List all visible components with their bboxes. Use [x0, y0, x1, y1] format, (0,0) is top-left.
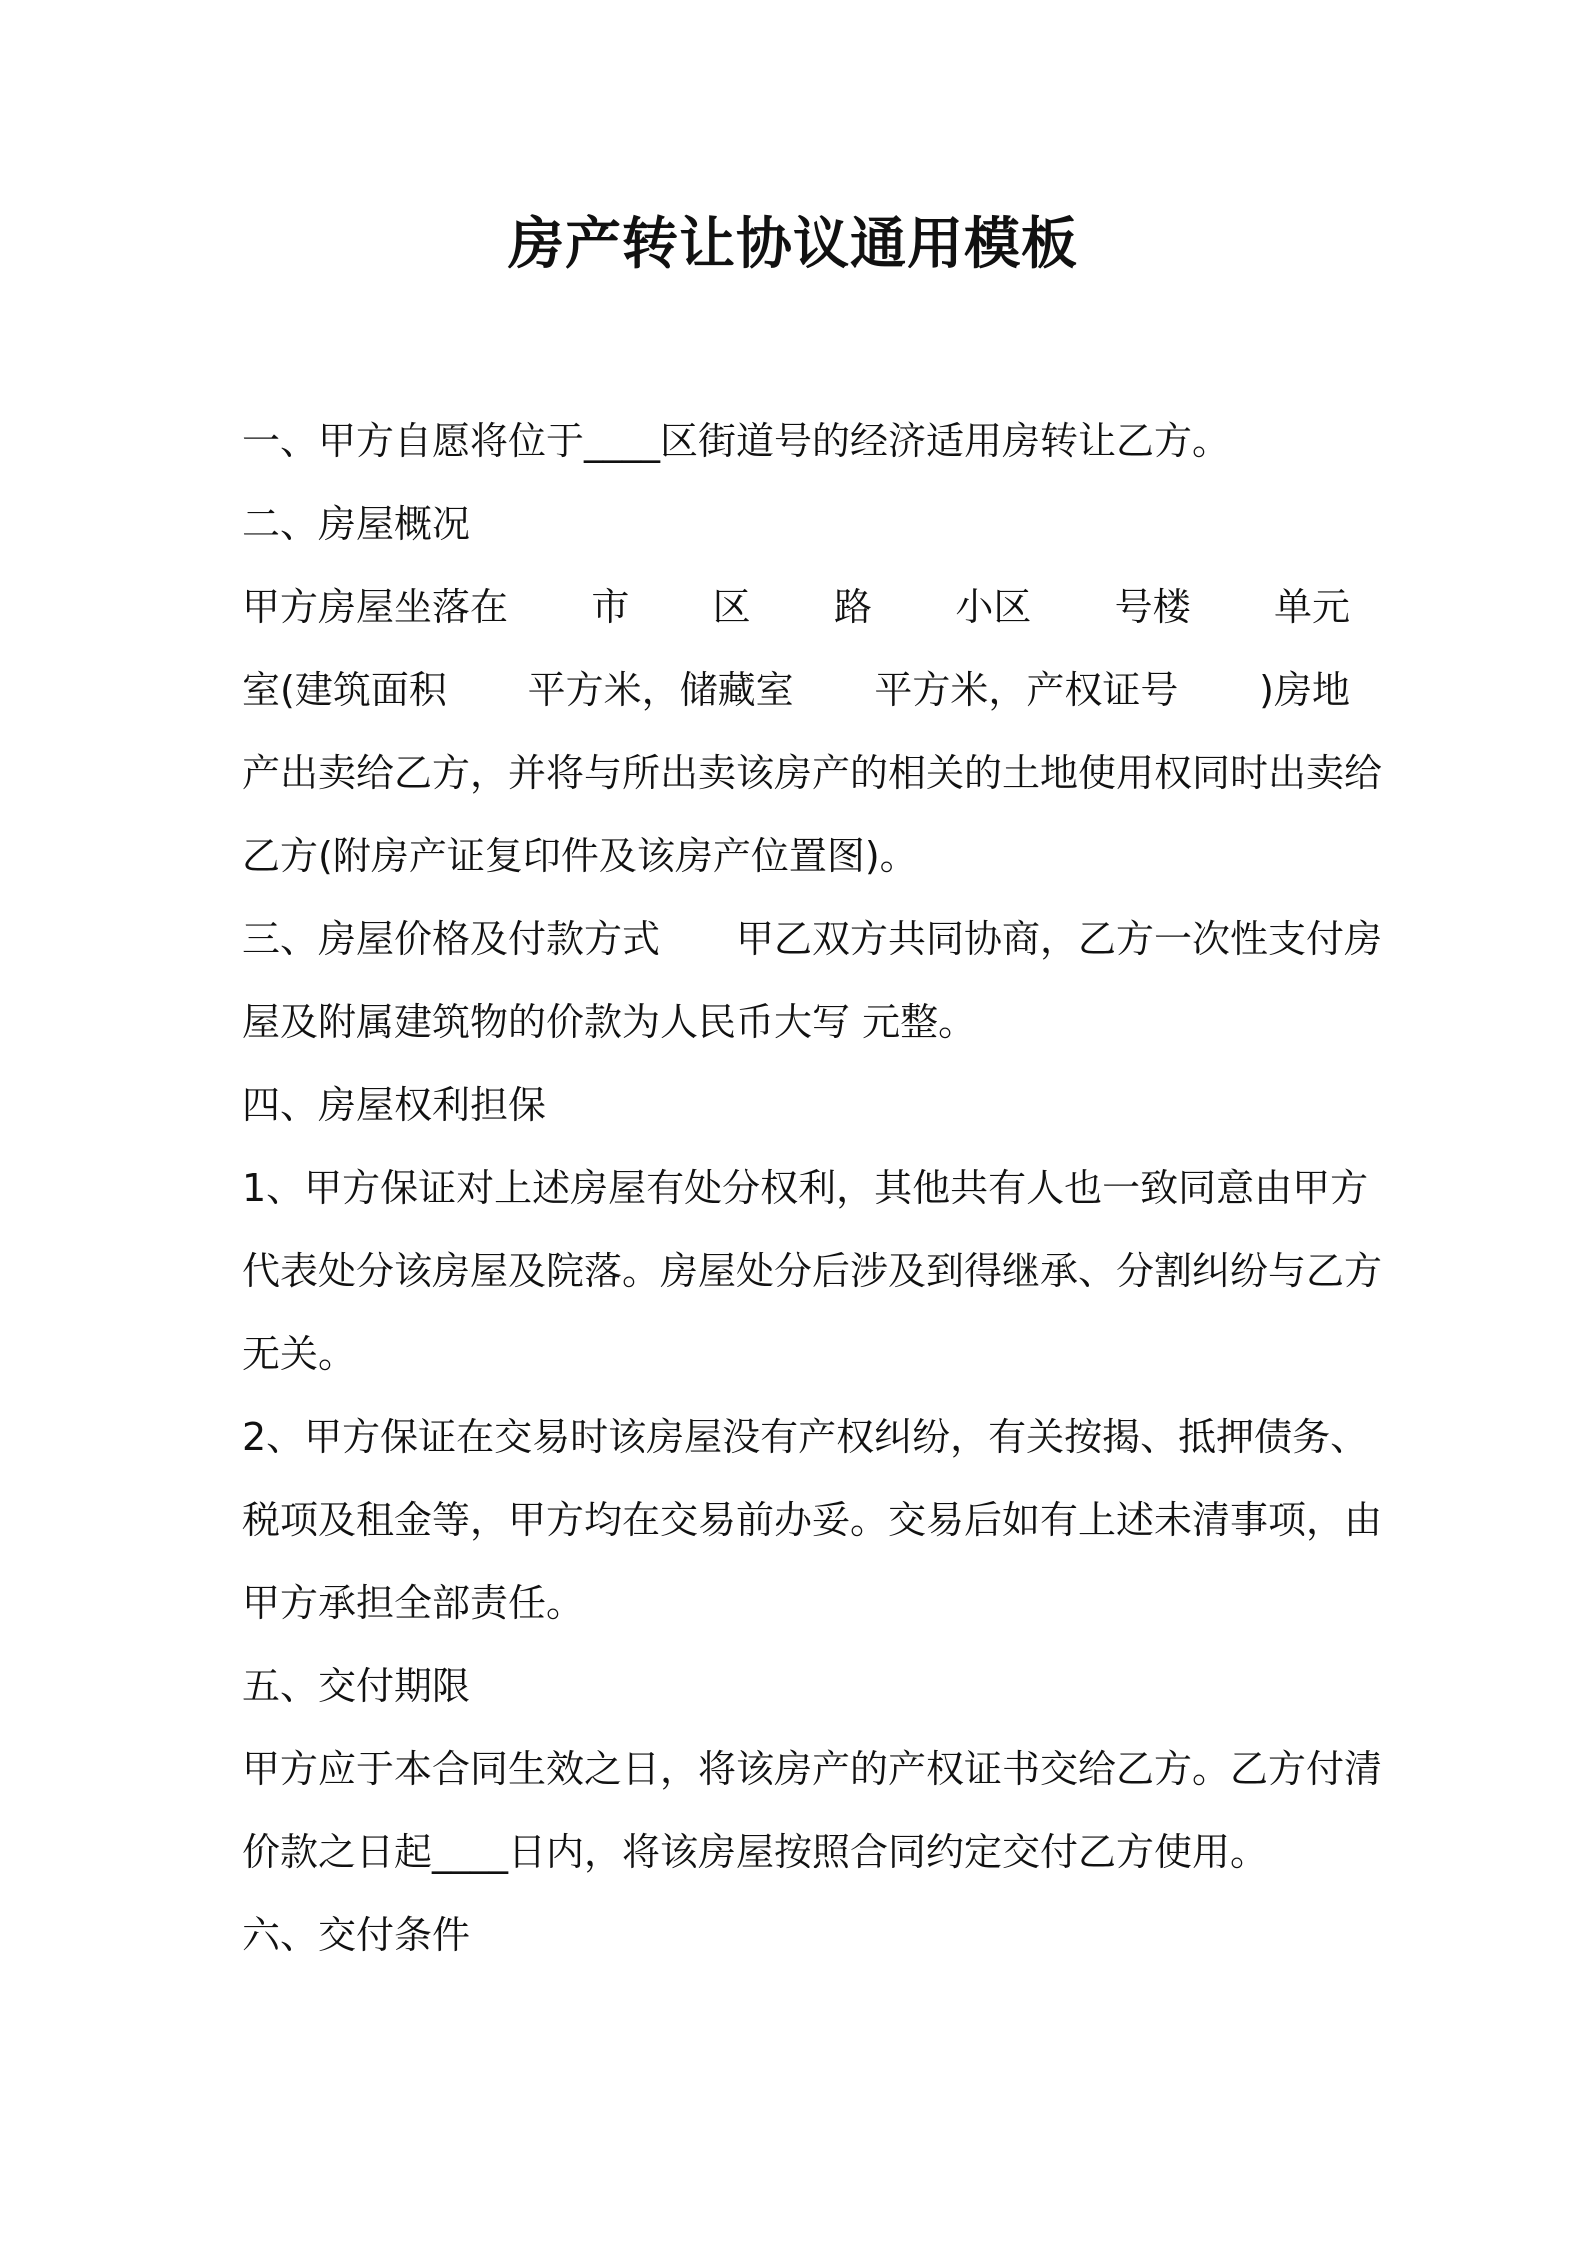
- sale-line-1: 产出卖给乙方，并将与所出卖该房产的相关的土地使用权同时出卖给: [242, 751, 1383, 795]
- guarantee-1-line-2: 代表处分该房屋及院落。房屋处分后涉及到得继承、分割纠纷与乙方: [242, 1249, 1383, 1293]
- building-label: 号楼: [1114, 585, 1191, 629]
- certificate-label: 平方米，产权证号: [874, 668, 1179, 712]
- guarantee-1-line-1: 1、甲方保证对上述房屋有处分权利，其他共有人也一致同意由甲方: [242, 1166, 1369, 1210]
- payment-text: 甲乙双方共同协商，乙方一次性支付房: [736, 917, 1383, 961]
- building-area-label: 室(建筑面积: [242, 668, 447, 712]
- price-line: 屋及附属建筑物的价款为人民币大写 元整。: [242, 1000, 977, 1044]
- guarantee-2-line-1: 2、甲方保证在交易时该房屋没有产权纠纷，有关按揭、抵押债务、: [242, 1415, 1369, 1459]
- document-title: 房产转让协议通用模板: [508, 212, 1078, 277]
- property-suffix-label: )房地: [1259, 668, 1350, 712]
- section-3-heading: 三、房屋价格及付款方式: [242, 917, 661, 961]
- community-label: 小区: [955, 585, 1032, 629]
- section-6-heading: 六、交付条件: [242, 1913, 471, 1957]
- clause-1-line: 一、甲方自愿将位于____区街道号的经济适用房转让乙方。: [242, 419, 1231, 463]
- delivery-line-1: 甲方应于本合同生效之日，将该房产的产权证书交给乙方。乙方付清: [242, 1747, 1383, 1791]
- section-4-heading: 四、房屋权利担保: [242, 1083, 547, 1127]
- guarantee-2-line-2: 税项及租金等，甲方均在交易前办妥。交易后如有上述未清事项，由: [242, 1498, 1383, 1542]
- property-location-line: [242, 566, 1350, 649]
- unit-label: 单元: [1273, 585, 1350, 629]
- delivery-line-2: 价款之日起____日内，将该房屋按照合同约定交付乙方使用。: [242, 1830, 1269, 1874]
- road-label: 路: [833, 585, 872, 629]
- section-5-heading: 五、交付期限: [242, 1664, 471, 1708]
- storage-area-label: 平方米，储藏室: [527, 668, 794, 712]
- property-area-line: [242, 649, 1350, 732]
- city-label: 市: [591, 585, 630, 629]
- district-label: 区: [712, 585, 751, 629]
- document-body: [242, 400, 1383, 1977]
- guarantee-2-line-3: 甲方承担全部责任。: [242, 1581, 585, 1625]
- sale-line-2: 乙方(附房产证复印件及该房产位置图)。: [242, 834, 918, 878]
- location-label: 甲方房屋坐落在: [242, 585, 509, 629]
- guarantee-1-line-3: 无关。: [242, 1332, 357, 1376]
- section-2-heading: 二、房屋概况: [242, 502, 471, 546]
- section-3-line: [242, 898, 1383, 981]
